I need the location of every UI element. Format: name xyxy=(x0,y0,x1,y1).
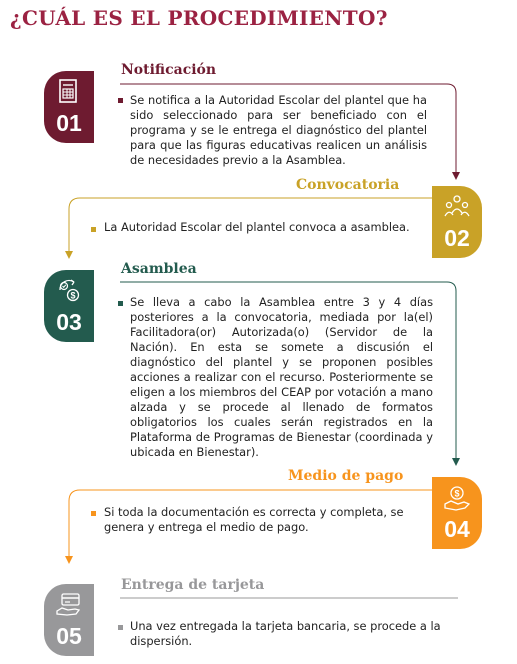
svg-text:$: $ xyxy=(70,290,76,301)
step-3-number: 03 xyxy=(56,309,82,335)
bullet xyxy=(118,301,123,306)
hand-coin-icon xyxy=(444,485,470,513)
step-5-title: Entrega de tarjeta xyxy=(121,577,265,593)
step-1-number: 01 xyxy=(56,110,82,136)
document-icon xyxy=(56,79,82,107)
money-cycle-icon xyxy=(56,278,82,306)
page-title: ¿CUÁL ES EL PROCEDIMIENTO? xyxy=(10,6,388,30)
step-5-badge xyxy=(44,584,94,656)
bullet xyxy=(118,625,123,630)
bullet xyxy=(91,227,96,232)
step-2-number: 02 xyxy=(444,225,470,251)
step-1-title: Notificación xyxy=(121,62,217,78)
svg-text:$: $ xyxy=(454,488,460,499)
step-1-text: Se notifica a la Autoridad Escolar del plantel que ha sido seleccionado para ser beneficiado con el programa y se le entrega el diagnóstico del plantel para que las figuras educativas realicen un análisis de necesidades previo a la Asamblea. xyxy=(130,93,427,167)
step-5-number: 05 xyxy=(56,623,82,649)
step-2-text: La Autoridad Escolar del plantel convoca a asamblea. xyxy=(104,220,410,234)
group-people-icon xyxy=(444,194,470,222)
bullet xyxy=(91,511,96,516)
step-3-text: Se lleva a cabo la Asamblea entre 3 y 4 días posteriores a la convocatoria, mediada por la(el) Facilitadora(or) Autorizada(o) (Servidor de la Nación). En esta se somete a discusión el diagnóstico del plantel y se proponen posibles acciones a realizar con el recurso. Posteriormente se eligen a los miembros del CEAP por votación a mano alzada y se procede al llenado de formatos obligatorios los cuales serán registrados en la Plataforma de Programas de Bienestar (coordinada y ubicada en Bienestar). xyxy=(130,295,433,459)
step-4-title: Medio de pago xyxy=(288,468,404,484)
step-4-badge xyxy=(432,477,482,549)
step-2-badge xyxy=(432,186,482,258)
step-1-badge xyxy=(44,71,94,143)
step-4-number: 04 xyxy=(444,516,470,542)
step-2-title: Convocatoria xyxy=(296,177,400,193)
step-3-badge xyxy=(44,270,94,342)
card-hand-icon xyxy=(56,592,82,620)
step-4-text: Si toda la documentación es correcta y completa, se genera y entrega el medio de pago. xyxy=(104,505,404,534)
bullet xyxy=(118,98,123,103)
step-5-text: Una vez entregada la tarjeta bancaria, se procede a la dispersión. xyxy=(130,619,441,648)
step-3-title: Asamblea xyxy=(121,261,197,277)
